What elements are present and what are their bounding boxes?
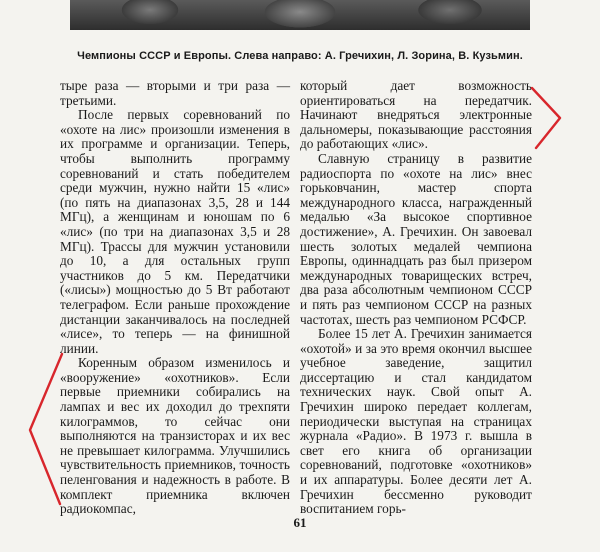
photo: [70, 0, 530, 30]
red-bracket-right-icon: [528, 86, 568, 152]
paragraph: Славную страницу в развитие радиоспорта по «охоте на лис» внес горьковчанин, мастер спорта международного класса, награжденный медалью «За высокое спортивное достижение», А. Гречихин. Он завоевал шесть золотых медалей чемпиона Европы, одиннадцать раз был призером международных товарищеских встреч, два раза абсолютным чемпионом СССР и пять раз чемпионом СССР на разных частотах, шесть раз чемпионом РСФСР.: [300, 150, 532, 327]
right-column: [300, 79, 532, 517]
paragraph: тыре раза — вторыми и три раза — третьими.: [60, 78, 290, 108]
page-number: 61: [293, 515, 307, 530]
paragraph: Коренным образом изменилось и «вооружение» «охотников». Если первые приемники собирались на лампах и вес их доходил до трехпяти килограммов, то сейчас они выполняются на транзисторах и их вес не превышает килограмма. Улучшились чувствительность приемников, точность пеленгования и надежность в работе. В комплект приемника включен радиокомпас,: [60, 355, 290, 517]
paragraph: который дает возможность ориентироваться на передатчик. Начинают внедряться электронные дальномеры, показывающие расстояния до работающих «лис».: [300, 78, 532, 152]
paragraph: Более 15 лет А. Гречихин занимается «охотой» и за это время окончил высшее учебное заведение, защитил диссертацию и стал кандидатом технических наук. Свой опыт А. Гречихин широко передает коллегам, периодически выступая на страницах журнала «Радио». В 1973 г. вышла в свет его книга об организации соревнований, подготовке «охотников» и их аппаратуры. Более десяти лет А. Гречихин бессменно руководит воспитанием горь-: [300, 326, 532, 517]
left-column: [60, 79, 290, 517]
paragraph: После первых соревнований по «охоте на лис» произошли изменения в их программе и организации. Теперь, чтобы выполнить программу соревнований и стать победителем среди мужчин, нужно найти 15 «лис» (по пять на диапазонах 3,5, 28 и 144 МГц), а женщинам и юношам по 6 «лис» (по три на диапазонах 3,5 и 28 МГц). Трассы для мужчин установили до 10, а для остальных групп участников до 5 км. Передатчики («лисы») мощностью до 5 Вт работают телеграфом. Если раньше прохождение дистанции заканчивалось на последней «лисе», то теперь — на финишной линии.: [60, 107, 290, 356]
red-bracket-left-icon: [26, 352, 66, 508]
photo-caption: Чемпионы СССР и Европы. Слева направо: А. Гречихин, Л. Зорина, В. Кузьмин.: [77, 50, 523, 62]
